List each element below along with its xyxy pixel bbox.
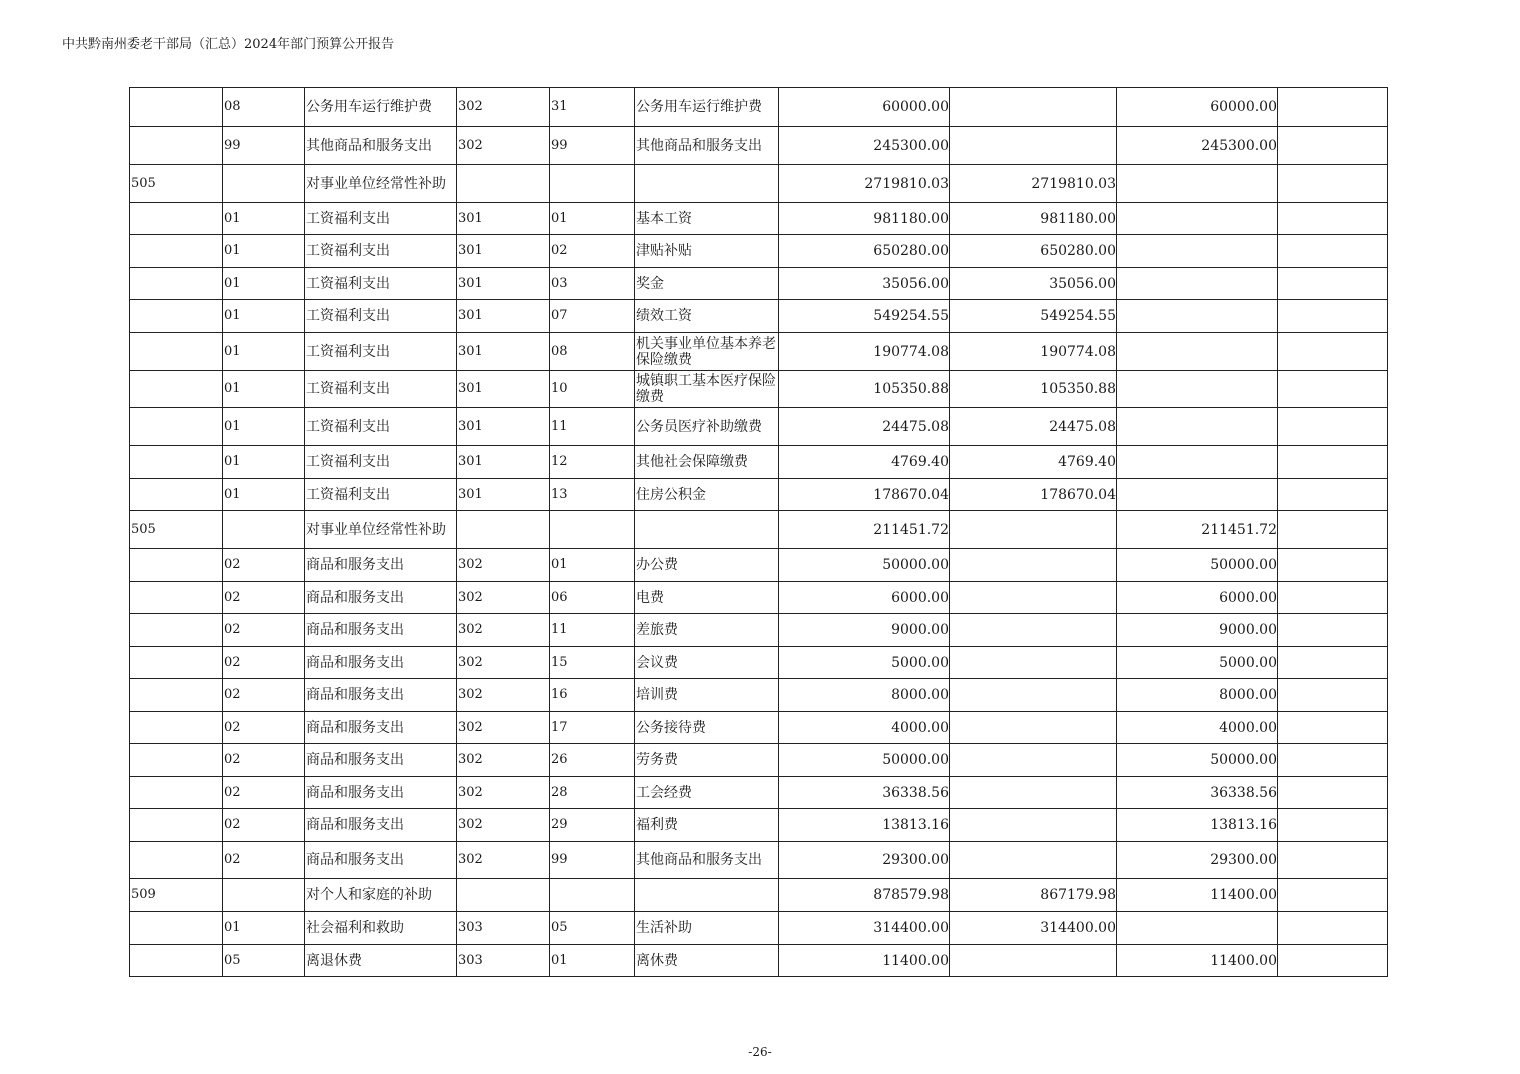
function-category-cell: 商品和服务支出 xyxy=(305,842,457,879)
econ-item-name-cell: 培训费 xyxy=(635,679,779,712)
total-amount-cell: 50000.00 xyxy=(779,549,950,582)
project-expense-cell xyxy=(1117,371,1278,408)
blank-cell xyxy=(1278,408,1388,446)
report-title: 中共黔南州委老干部局（汇总）2024年部门预算公开报告 xyxy=(62,37,395,52)
blank-cell xyxy=(1278,879,1388,912)
item-code-cell: 02 xyxy=(223,712,305,744)
econ-class-code-cell xyxy=(457,879,550,912)
econ-class-code-cell: 301 xyxy=(457,268,550,300)
function-category-cell: 对事业单位经常性补助 xyxy=(305,511,457,549)
table-row xyxy=(130,165,1388,203)
total-amount-cell: 650280.00 xyxy=(779,235,950,268)
table-row xyxy=(130,371,1388,408)
econ-item-code-cell: 02 xyxy=(550,235,635,268)
item-code-cell: 02 xyxy=(223,647,305,679)
class-code-cell xyxy=(130,203,223,235)
blank-cell xyxy=(1278,165,1388,203)
project-expense-cell xyxy=(1117,165,1278,203)
basic-expense-cell xyxy=(950,679,1117,712)
project-expense-cell: 6000.00 xyxy=(1117,582,1278,614)
econ-item-name-cell: 机关事业单位基本养老保险缴费 xyxy=(635,333,779,371)
econ-class-code-cell: 301 xyxy=(457,371,550,408)
econ-item-name-cell xyxy=(635,165,779,203)
econ-item-name-cell: 其他商品和服务支出 xyxy=(635,127,779,165)
econ-item-code-cell: 16 xyxy=(550,679,635,712)
basic-expense-cell xyxy=(950,511,1117,549)
econ-item-code-cell: 99 xyxy=(550,842,635,879)
total-amount-cell: 981180.00 xyxy=(779,203,950,235)
class-code-cell xyxy=(130,582,223,614)
total-amount-cell: 5000.00 xyxy=(779,647,950,679)
item-code-cell: 02 xyxy=(223,614,305,647)
econ-item-code-cell: 11 xyxy=(550,408,635,446)
econ-item-name-cell: 会议费 xyxy=(635,647,779,679)
table-row xyxy=(130,777,1388,809)
econ-class-code-cell: 303 xyxy=(457,945,550,977)
function-category-cell: 商品和服务支出 xyxy=(305,549,457,582)
econ-item-code-cell: 05 xyxy=(550,912,635,945)
class-code-cell xyxy=(130,744,223,777)
total-amount-cell: 24475.08 xyxy=(779,408,950,446)
econ-class-code-cell: 301 xyxy=(457,300,550,333)
item-code-cell: 02 xyxy=(223,549,305,582)
project-expense-cell: 13813.16 xyxy=(1117,809,1278,842)
econ-item-name-cell: 住房公积金 xyxy=(635,479,779,511)
item-code-cell: 02 xyxy=(223,809,305,842)
econ-item-code-cell: 12 xyxy=(550,446,635,479)
table-row xyxy=(130,268,1388,300)
table-row xyxy=(130,879,1388,912)
project-expense-cell: 11400.00 xyxy=(1117,945,1278,977)
project-expense-cell: 245300.00 xyxy=(1117,127,1278,165)
econ-class-code-cell: 302 xyxy=(457,842,550,879)
basic-expense-cell: 105350.88 xyxy=(950,371,1117,408)
table-row xyxy=(130,809,1388,842)
econ-item-code-cell xyxy=(550,511,635,549)
blank-cell xyxy=(1278,842,1388,879)
function-category-cell: 工资福利支出 xyxy=(305,371,457,408)
econ-item-name-cell: 公务接待费 xyxy=(635,712,779,744)
class-code-cell xyxy=(130,549,223,582)
blank-cell xyxy=(1278,582,1388,614)
project-expense-cell: 36338.56 xyxy=(1117,777,1278,809)
table-row xyxy=(130,842,1388,879)
basic-expense-cell: 4769.40 xyxy=(950,446,1117,479)
econ-class-code-cell: 302 xyxy=(457,679,550,712)
basic-expense-cell: 867179.98 xyxy=(950,879,1117,912)
blank-cell xyxy=(1278,446,1388,479)
project-expense-cell: 60000.00 xyxy=(1117,88,1278,127)
project-expense-cell: 4000.00 xyxy=(1117,712,1278,744)
econ-class-code-cell: 302 xyxy=(457,127,550,165)
econ-item-code-cell: 31 xyxy=(550,88,635,127)
budget-table xyxy=(129,87,1388,977)
class-code-cell xyxy=(130,268,223,300)
class-code-cell: 509 xyxy=(130,879,223,912)
total-amount-cell: 211451.72 xyxy=(779,511,950,549)
project-expense-cell: 50000.00 xyxy=(1117,549,1278,582)
class-code-cell xyxy=(130,809,223,842)
econ-item-code-cell: 01 xyxy=(550,549,635,582)
table-row xyxy=(130,912,1388,945)
project-expense-cell xyxy=(1117,235,1278,268)
econ-item-name-cell: 津贴补贴 xyxy=(635,235,779,268)
econ-item-code-cell: 11 xyxy=(550,614,635,647)
table-row xyxy=(130,582,1388,614)
project-expense-cell: 50000.00 xyxy=(1117,744,1278,777)
project-expense-cell xyxy=(1117,408,1278,446)
item-code-cell xyxy=(223,165,305,203)
total-amount-cell: 6000.00 xyxy=(779,582,950,614)
econ-item-code-cell: 01 xyxy=(550,203,635,235)
econ-class-code-cell: 302 xyxy=(457,614,550,647)
page-number: -26- xyxy=(748,1045,772,1059)
blank-cell xyxy=(1278,333,1388,371)
econ-item-name-cell: 奖金 xyxy=(635,268,779,300)
blank-cell xyxy=(1278,712,1388,744)
econ-item-code-cell: 15 xyxy=(550,647,635,679)
table-row xyxy=(130,333,1388,371)
econ-class-code-cell: 302 xyxy=(457,777,550,809)
blank-cell xyxy=(1278,235,1388,268)
total-amount-cell: 8000.00 xyxy=(779,679,950,712)
class-code-cell xyxy=(130,333,223,371)
item-code-cell xyxy=(223,511,305,549)
project-expense-cell xyxy=(1117,446,1278,479)
blank-cell xyxy=(1278,549,1388,582)
blank-cell xyxy=(1278,300,1388,333)
item-code-cell xyxy=(223,879,305,912)
item-code-cell: 02 xyxy=(223,777,305,809)
basic-expense-cell xyxy=(950,549,1117,582)
econ-class-code-cell: 302 xyxy=(457,809,550,842)
function-category-cell: 公务用车运行维护费 xyxy=(305,88,457,127)
function-category-cell: 工资福利支出 xyxy=(305,235,457,268)
basic-expense-cell: 650280.00 xyxy=(950,235,1117,268)
total-amount-cell: 29300.00 xyxy=(779,842,950,879)
total-amount-cell: 9000.00 xyxy=(779,614,950,647)
econ-item-name-cell: 公务用车运行维护费 xyxy=(635,88,779,127)
basic-expense-cell: 981180.00 xyxy=(950,203,1117,235)
econ-item-name-cell: 工会经费 xyxy=(635,777,779,809)
item-code-cell: 01 xyxy=(223,479,305,511)
blank-cell xyxy=(1278,479,1388,511)
blank-cell xyxy=(1278,511,1388,549)
item-code-cell: 01 xyxy=(223,912,305,945)
basic-expense-cell: 549254.55 xyxy=(950,300,1117,333)
item-code-cell: 99 xyxy=(223,127,305,165)
total-amount-cell: 245300.00 xyxy=(779,127,950,165)
function-category-cell: 商品和服务支出 xyxy=(305,744,457,777)
class-code-cell xyxy=(130,235,223,268)
table-row xyxy=(130,235,1388,268)
class-code-cell xyxy=(130,479,223,511)
table-row xyxy=(130,446,1388,479)
econ-item-name-cell: 其他社会保障缴费 xyxy=(635,446,779,479)
econ-class-code-cell: 302 xyxy=(457,582,550,614)
class-code-cell xyxy=(130,712,223,744)
item-code-cell: 01 xyxy=(223,268,305,300)
function-category-cell: 商品和服务支出 xyxy=(305,809,457,842)
basic-expense-cell: 2719810.03 xyxy=(950,165,1117,203)
table-row xyxy=(130,127,1388,165)
table-row xyxy=(130,408,1388,446)
class-code-cell: 505 xyxy=(130,165,223,203)
total-amount-cell: 60000.00 xyxy=(779,88,950,127)
project-expense-cell: 211451.72 xyxy=(1117,511,1278,549)
project-expense-cell: 9000.00 xyxy=(1117,614,1278,647)
econ-item-name-cell: 公务员医疗补助缴费 xyxy=(635,408,779,446)
econ-item-code-cell: 17 xyxy=(550,712,635,744)
econ-item-name-cell xyxy=(635,511,779,549)
econ-class-code-cell: 302 xyxy=(457,712,550,744)
total-amount-cell: 35056.00 xyxy=(779,268,950,300)
basic-expense-cell xyxy=(950,582,1117,614)
function-category-cell: 其他商品和服务支出 xyxy=(305,127,457,165)
class-code-cell xyxy=(130,127,223,165)
econ-class-code-cell: 301 xyxy=(457,479,550,511)
econ-class-code-cell: 302 xyxy=(457,88,550,127)
function-category-cell: 商品和服务支出 xyxy=(305,712,457,744)
project-expense-cell: 29300.00 xyxy=(1117,842,1278,879)
project-expense-cell: 5000.00 xyxy=(1117,647,1278,679)
project-expense-cell xyxy=(1117,203,1278,235)
econ-item-name-cell: 基本工资 xyxy=(635,203,779,235)
function-category-cell: 商品和服务支出 xyxy=(305,614,457,647)
econ-class-code-cell: 303 xyxy=(457,912,550,945)
function-category-cell: 商品和服务支出 xyxy=(305,777,457,809)
table-row xyxy=(130,511,1388,549)
class-code-cell xyxy=(130,777,223,809)
function-category-cell: 对个人和家庭的补助 xyxy=(305,879,457,912)
item-code-cell: 01 xyxy=(223,235,305,268)
econ-item-code-cell: 28 xyxy=(550,777,635,809)
item-code-cell: 02 xyxy=(223,744,305,777)
basic-expense-cell xyxy=(950,127,1117,165)
project-expense-cell xyxy=(1117,333,1278,371)
total-amount-cell: 36338.56 xyxy=(779,777,950,809)
basic-expense-cell: 24475.08 xyxy=(950,408,1117,446)
total-amount-cell: 4000.00 xyxy=(779,712,950,744)
blank-cell xyxy=(1278,912,1388,945)
item-code-cell: 01 xyxy=(223,203,305,235)
econ-item-code-cell: 01 xyxy=(550,945,635,977)
econ-item-name-cell: 生活补助 xyxy=(635,912,779,945)
class-code-cell xyxy=(130,446,223,479)
function-category-cell: 工资福利支出 xyxy=(305,408,457,446)
table-body xyxy=(130,88,1388,977)
item-code-cell: 01 xyxy=(223,408,305,446)
total-amount-cell: 878579.98 xyxy=(779,879,950,912)
basic-expense-cell: 35056.00 xyxy=(950,268,1117,300)
blank-cell xyxy=(1278,127,1388,165)
project-expense-cell xyxy=(1117,912,1278,945)
blank-cell xyxy=(1278,744,1388,777)
item-code-cell: 01 xyxy=(223,371,305,408)
function-category-cell: 工资福利支出 xyxy=(305,446,457,479)
table-row xyxy=(130,712,1388,744)
blank-cell xyxy=(1278,371,1388,408)
total-amount-cell: 50000.00 xyxy=(779,744,950,777)
econ-class-code-cell: 301 xyxy=(457,333,550,371)
econ-class-code-cell: 301 xyxy=(457,203,550,235)
econ-item-code-cell xyxy=(550,165,635,203)
project-expense-cell xyxy=(1117,300,1278,333)
basic-expense-cell: 190774.08 xyxy=(950,333,1117,371)
total-amount-cell: 2719810.03 xyxy=(779,165,950,203)
basic-expense-cell: 178670.04 xyxy=(950,479,1117,511)
econ-item-code-cell: 13 xyxy=(550,479,635,511)
table-row xyxy=(130,679,1388,712)
item-code-cell: 08 xyxy=(223,88,305,127)
function-category-cell: 工资福利支出 xyxy=(305,268,457,300)
basic-expense-cell xyxy=(950,744,1117,777)
econ-item-code-cell: 10 xyxy=(550,371,635,408)
econ-class-code-cell: 302 xyxy=(457,647,550,679)
basic-expense-cell xyxy=(950,777,1117,809)
econ-item-name-cell: 差旅费 xyxy=(635,614,779,647)
item-code-cell: 02 xyxy=(223,679,305,712)
blank-cell xyxy=(1278,679,1388,712)
function-category-cell: 工资福利支出 xyxy=(305,300,457,333)
function-category-cell: 离退休费 xyxy=(305,945,457,977)
econ-item-code-cell xyxy=(550,879,635,912)
function-category-cell: 工资福利支出 xyxy=(305,203,457,235)
econ-class-code-cell: 302 xyxy=(457,549,550,582)
total-amount-cell: 4769.40 xyxy=(779,446,950,479)
blank-cell xyxy=(1278,88,1388,127)
function-category-cell: 工资福利支出 xyxy=(305,479,457,511)
item-code-cell: 01 xyxy=(223,300,305,333)
class-code-cell xyxy=(130,647,223,679)
item-code-cell: 02 xyxy=(223,842,305,879)
econ-item-name-cell: 其他商品和服务支出 xyxy=(635,842,779,879)
item-code-cell: 01 xyxy=(223,333,305,371)
basic-expense-cell xyxy=(950,712,1117,744)
blank-cell xyxy=(1278,809,1388,842)
basic-expense-cell: 314400.00 xyxy=(950,912,1117,945)
table-row xyxy=(130,744,1388,777)
econ-item-name-cell: 办公费 xyxy=(635,549,779,582)
blank-cell xyxy=(1278,647,1388,679)
class-code-cell xyxy=(130,300,223,333)
table-row xyxy=(130,647,1388,679)
function-category-cell: 商品和服务支出 xyxy=(305,647,457,679)
total-amount-cell: 314400.00 xyxy=(779,912,950,945)
econ-class-code-cell: 301 xyxy=(457,235,550,268)
class-code-cell xyxy=(130,679,223,712)
class-code-cell xyxy=(130,842,223,879)
function-category-cell: 商品和服务支出 xyxy=(305,582,457,614)
function-category-cell: 商品和服务支出 xyxy=(305,679,457,712)
class-code-cell xyxy=(130,945,223,977)
blank-cell xyxy=(1278,777,1388,809)
total-amount-cell: 178670.04 xyxy=(779,479,950,511)
project-expense-cell: 8000.00 xyxy=(1117,679,1278,712)
econ-item-code-cell: 07 xyxy=(550,300,635,333)
econ-class-code-cell xyxy=(457,165,550,203)
econ-item-code-cell: 99 xyxy=(550,127,635,165)
project-expense-cell: 11400.00 xyxy=(1117,879,1278,912)
class-code-cell xyxy=(130,371,223,408)
item-code-cell: 05 xyxy=(223,945,305,977)
item-code-cell: 02 xyxy=(223,582,305,614)
econ-item-code-cell: 06 xyxy=(550,582,635,614)
basic-expense-cell xyxy=(950,842,1117,879)
class-code-cell xyxy=(130,408,223,446)
class-code-cell xyxy=(130,88,223,127)
table-row xyxy=(130,945,1388,977)
table-row xyxy=(130,300,1388,333)
total-amount-cell: 190774.08 xyxy=(779,333,950,371)
econ-class-code-cell: 302 xyxy=(457,744,550,777)
class-code-cell xyxy=(130,614,223,647)
econ-item-name-cell xyxy=(635,879,779,912)
table-row xyxy=(130,88,1388,127)
blank-cell xyxy=(1278,268,1388,300)
basic-expense-cell xyxy=(950,647,1117,679)
basic-expense-cell xyxy=(950,88,1117,127)
function-category-cell: 工资福利支出 xyxy=(305,333,457,371)
econ-item-code-cell: 26 xyxy=(550,744,635,777)
econ-item-code-cell: 08 xyxy=(550,333,635,371)
total-amount-cell: 105350.88 xyxy=(779,371,950,408)
blank-cell xyxy=(1278,203,1388,235)
econ-class-code-cell: 301 xyxy=(457,446,550,479)
econ-item-name-cell: 福利费 xyxy=(635,809,779,842)
econ-item-name-cell: 离休费 xyxy=(635,945,779,977)
econ-item-name-cell: 劳务费 xyxy=(635,744,779,777)
table-row xyxy=(130,479,1388,511)
total-amount-cell: 13813.16 xyxy=(779,809,950,842)
project-expense-cell xyxy=(1117,479,1278,511)
econ-item-name-cell: 城镇职工基本医疗保险缴费 xyxy=(635,371,779,408)
econ-item-code-cell: 03 xyxy=(550,268,635,300)
blank-cell xyxy=(1278,614,1388,647)
econ-item-name-cell: 电费 xyxy=(635,582,779,614)
econ-class-code-cell xyxy=(457,511,550,549)
function-category-cell: 社会福利和救助 xyxy=(305,912,457,945)
table-row xyxy=(130,614,1388,647)
item-code-cell: 01 xyxy=(223,446,305,479)
project-expense-cell xyxy=(1117,268,1278,300)
econ-class-code-cell: 301 xyxy=(457,408,550,446)
econ-item-name-cell: 绩效工资 xyxy=(635,300,779,333)
total-amount-cell: 11400.00 xyxy=(779,945,950,977)
table-row xyxy=(130,549,1388,582)
function-category-cell: 对事业单位经常性补助 xyxy=(305,165,457,203)
basic-expense-cell xyxy=(950,614,1117,647)
total-amount-cell: 549254.55 xyxy=(779,300,950,333)
table-row xyxy=(130,203,1388,235)
class-code-cell xyxy=(130,912,223,945)
econ-item-code-cell: 29 xyxy=(550,809,635,842)
blank-cell xyxy=(1278,945,1388,977)
basic-expense-cell xyxy=(950,809,1117,842)
basic-expense-cell xyxy=(950,945,1117,977)
class-code-cell: 505 xyxy=(130,511,223,549)
